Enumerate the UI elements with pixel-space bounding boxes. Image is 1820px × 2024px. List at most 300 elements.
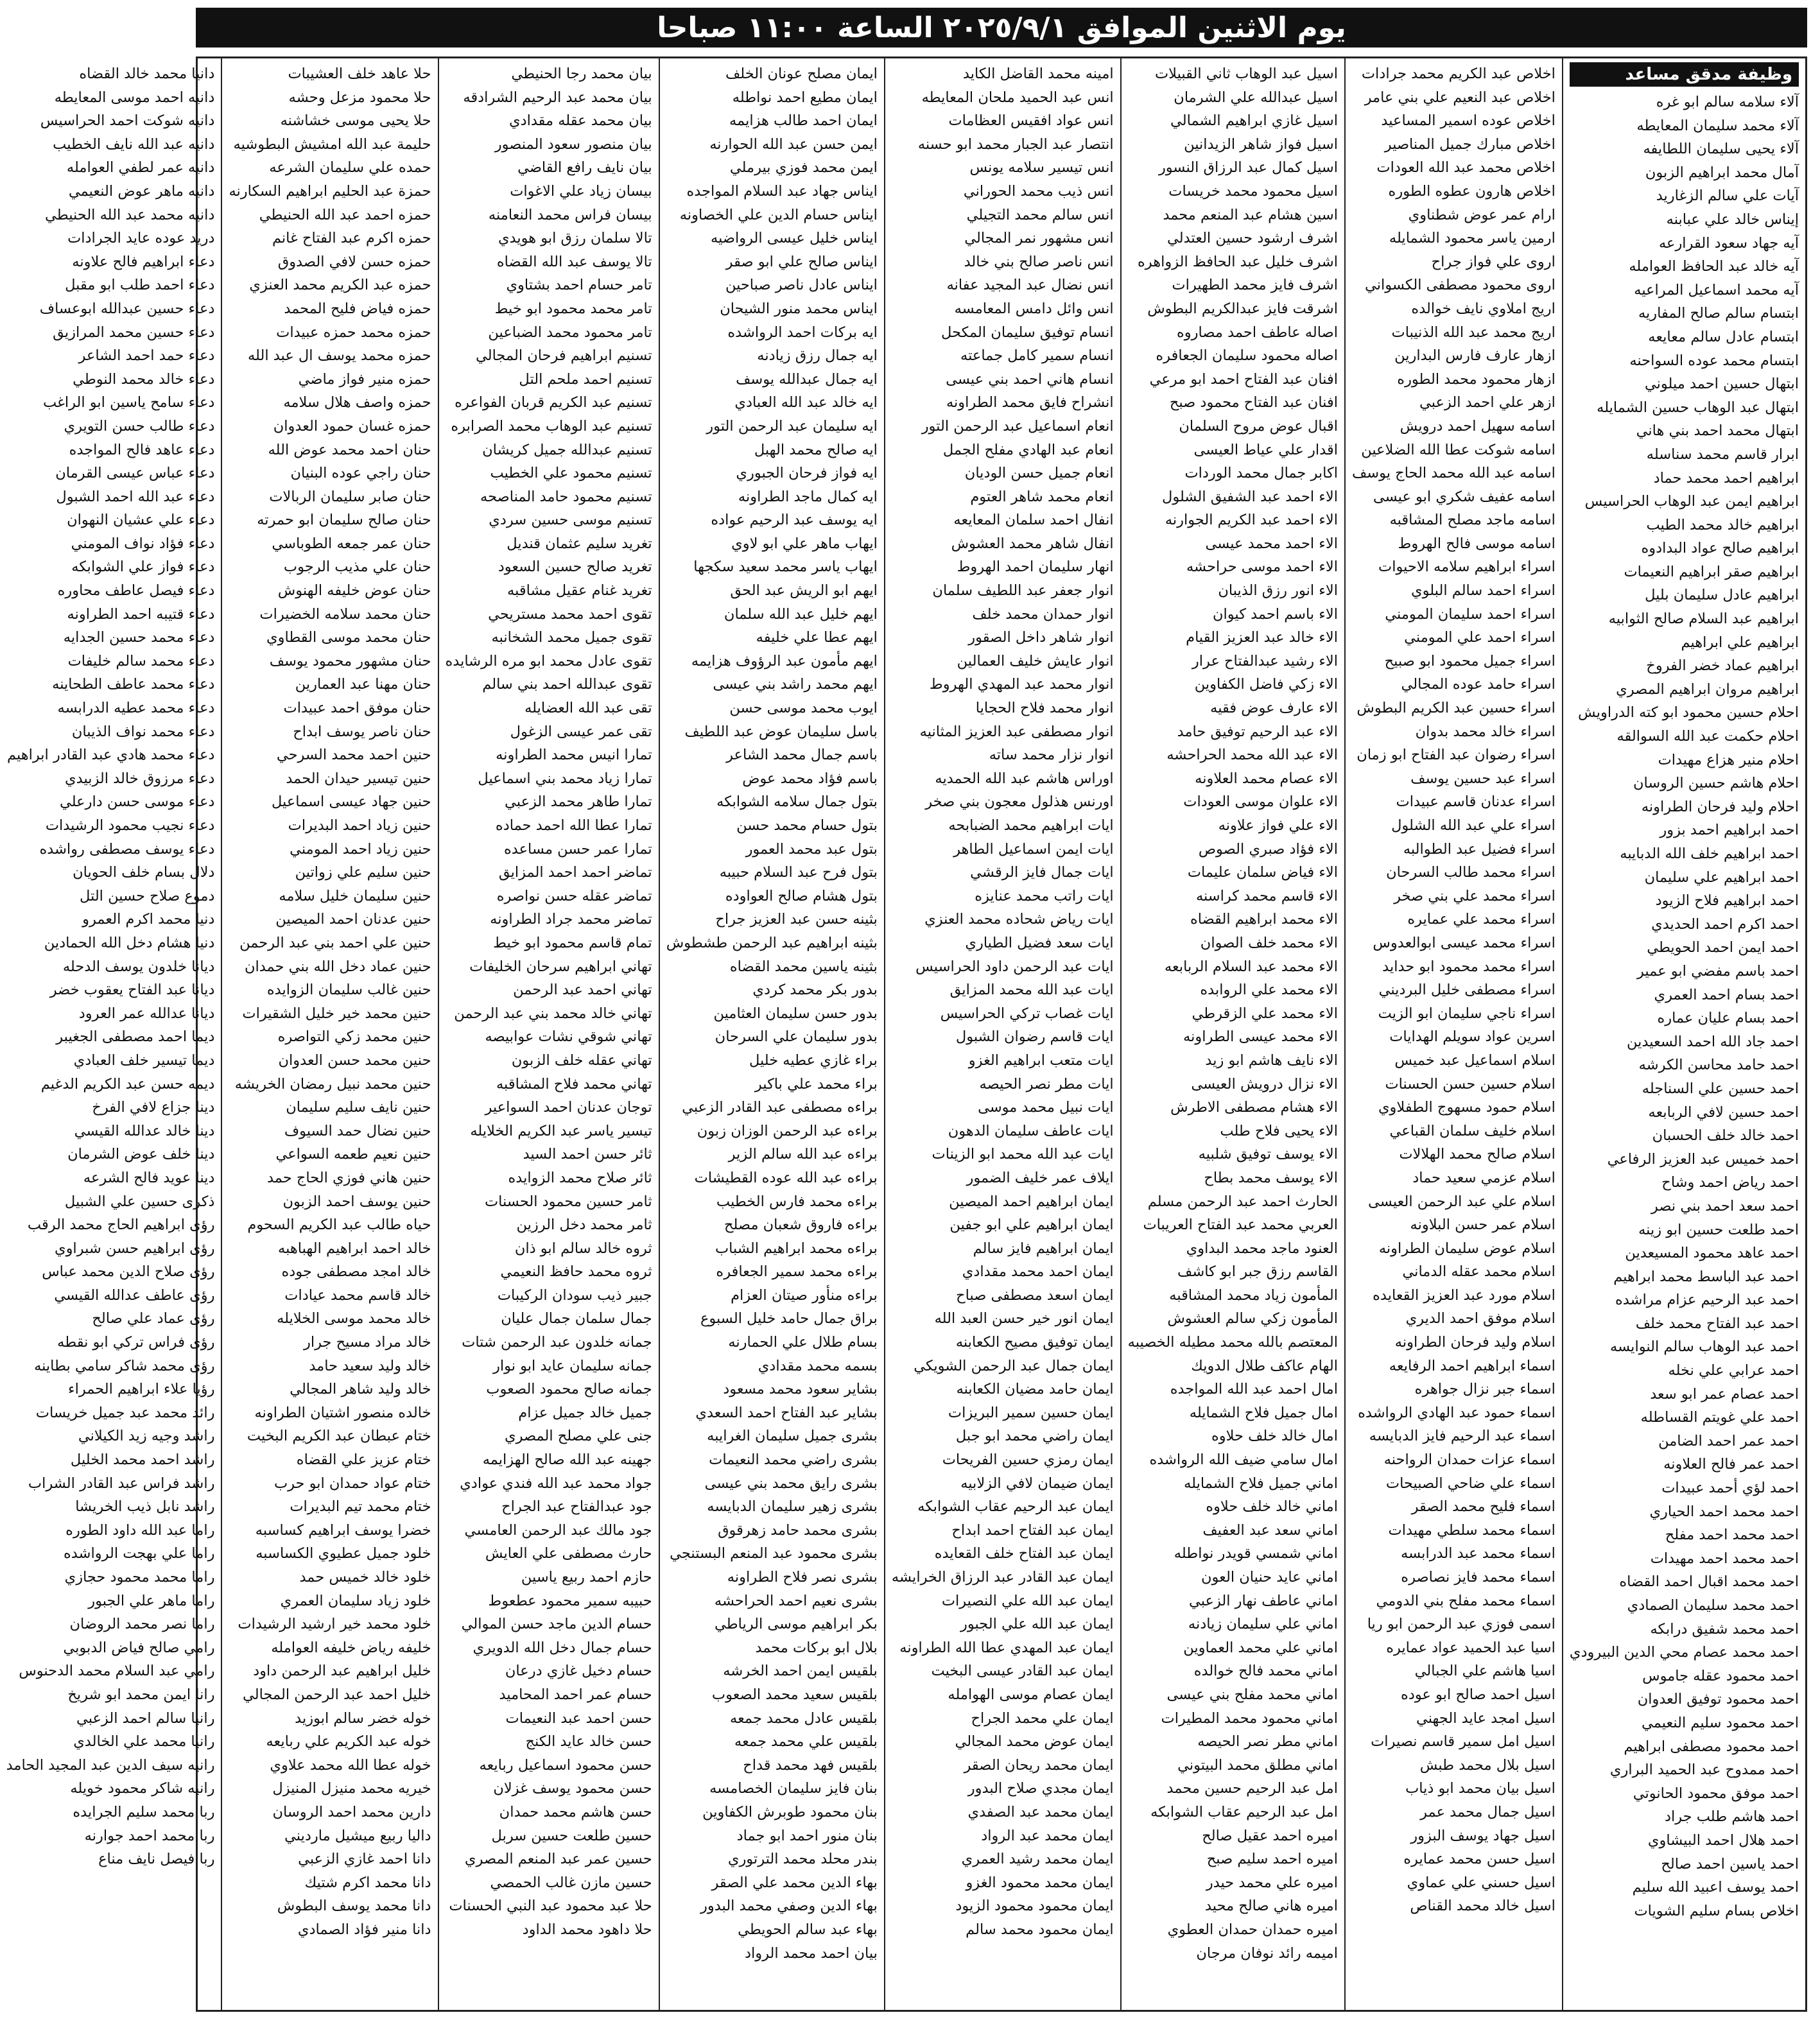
names-column bbox=[659, 58, 884, 2010]
list-item: دعاء عاهد فالح المواجده bbox=[69, 441, 215, 458]
list-item: ايمان احمد محمد مقدادي bbox=[962, 1263, 1114, 1281]
list-item: اسماء عبد الرحيم فايز الدبايسه bbox=[1369, 1428, 1556, 1445]
list-item: الحارث احمد عبد الرحمن مسلم bbox=[1147, 1193, 1338, 1210]
list-item: بشرى نصر فلاح الطراونه bbox=[727, 1569, 878, 1586]
list-item: اسيل كمال عبد الرزاق النسور bbox=[1158, 159, 1338, 177]
list-item: اسامه عبد الله محمد الحاج يوسف bbox=[1351, 465, 1556, 482]
list-item: بكر ابراهيم موسى الرياطي bbox=[714, 1616, 878, 1633]
list-item: دعاء محمد عطيه الدرابسه bbox=[57, 700, 215, 717]
list-item: رانيا محمد علي الخالدي bbox=[73, 1733, 215, 1751]
list-item: المعتصم بالله محمد مطيله الخصيبه bbox=[1127, 1334, 1338, 1351]
list-item: بتول عبد محمد العمور bbox=[745, 840, 878, 858]
list-item: احمد بسام عليان عماره bbox=[1657, 1010, 1799, 1027]
list-item: تسنيم احمد ملحم التل bbox=[519, 370, 652, 388]
list-item: ابراهيم عماد خضر الفروخ bbox=[1646, 657, 1799, 675]
list-item: آيات علي سالم الزغاريد bbox=[1656, 187, 1799, 205]
list-item: حسين عمر عبد المنعم المصري bbox=[464, 1851, 652, 1868]
list-item: دانا منير فؤاد الصمادي bbox=[297, 1921, 431, 1938]
list-item: بلقيس سعيد محمد الصعوب bbox=[711, 1686, 878, 1703]
list-item: الاء يوسف محمد بطاح bbox=[1204, 1169, 1338, 1186]
list-item: اسراء محمد عيسى ابوالعدوس bbox=[1373, 934, 1556, 951]
list-item: اصاله محمود سليمان الجعافره bbox=[1156, 347, 1338, 365]
list-item: بدور حسن سليمان العثامين bbox=[713, 1005, 878, 1022]
list-item: ايمان مجدي صلاح البدور bbox=[967, 1780, 1114, 1797]
list-item: بشاير سعود محمد مسعود bbox=[723, 1381, 878, 1398]
list-item: احمد عرابي علي نخله bbox=[1668, 1362, 1799, 1380]
list-item: ثروه محمد حافظ النعيمي bbox=[500, 1263, 652, 1281]
list-item: دعاء فؤاد نواف المومني bbox=[71, 535, 215, 552]
list-item: حازم احمد ربيع ياسين bbox=[521, 1569, 652, 1586]
list-item: احلام هاشم حسين الروسان bbox=[1633, 775, 1799, 792]
list-item: ايمان مطيع احمد نواطله bbox=[732, 89, 878, 106]
list-item: بنان فايز سليمان الخصامسه bbox=[709, 1780, 878, 1797]
list-item: اسماء محمد مفلح بني الدومي bbox=[1376, 1592, 1556, 1609]
list-item: ايمان ابراهيم احمد الميصين bbox=[949, 1193, 1114, 1210]
list-item: انوار عايش خليف العمالين bbox=[957, 652, 1114, 670]
list-item: الاء عصام محمد العلاونه bbox=[1195, 770, 1338, 787]
list-item: العربي محمد عبد الفتاح العريبات bbox=[1143, 1216, 1338, 1234]
list-item: اصاله عاطف احمد مصاروه bbox=[1177, 324, 1338, 341]
list-item: براءه عبد الرحمن الوزان زبون bbox=[697, 1122, 878, 1139]
list-item: حنان صابر سليمان الربالات bbox=[269, 488, 431, 505]
list-item: اسامه موسى فالح الهروط bbox=[1398, 535, 1556, 552]
list-item: احمد حسين علي السناجله bbox=[1642, 1080, 1799, 1097]
list-item: اسرين عواد سويلم الهدايات bbox=[1389, 1028, 1556, 1046]
list-item: اماني عاطف نهار الزعبي bbox=[1189, 1592, 1338, 1609]
list-item: اسلام محمد عقله الدماني bbox=[1402, 1263, 1556, 1281]
list-item: حمزه غسان حمود العدوان bbox=[273, 417, 431, 435]
list-item: ايناس حسام الدين علي الخصاونه bbox=[679, 206, 878, 223]
list-item: بلقيس فهد محمد قداح bbox=[743, 1756, 878, 1774]
list-item: دعاء فواز علي الشوابكه bbox=[71, 558, 215, 576]
list-item: احمد ابراهيم فلاح الزيود bbox=[1655, 892, 1799, 910]
list-item: اسلام صالح محمد الهلالات bbox=[1399, 1146, 1556, 1163]
list-item: بتول هشام صالح العواوده bbox=[725, 887, 878, 904]
list-item: راشد وجيه زيد الكيلاني bbox=[78, 1428, 215, 1445]
list-item: حنان موفق احمد عبيدات bbox=[283, 700, 431, 717]
list-item: اريج محمد عبد الله الذنيبات bbox=[1391, 324, 1556, 341]
list-item: حمزه محمد حمزه عبيدات bbox=[276, 324, 431, 341]
list-item: اخلاص عبد الكريم محمد جرادات bbox=[1361, 65, 1556, 82]
list-item: دعاء نجيب محمود الرشيدات bbox=[45, 817, 215, 834]
list-item: ايمان ابراهيم علي ابو جفين bbox=[949, 1216, 1114, 1234]
list-item: حسام الدين ماجد حسن الموالي bbox=[461, 1616, 652, 1633]
list-item: اسيل بلال محمد طبش bbox=[1419, 1756, 1556, 1774]
list-item: ايات سعد فضيل الطياري bbox=[965, 934, 1114, 951]
list-item: انس سالم محمد التجيلي bbox=[966, 206, 1114, 223]
list-item: راما عبد الله داود الطوره bbox=[65, 1521, 215, 1539]
list-item: احمد محمد سليمان الصمادي bbox=[1627, 1597, 1799, 1614]
list-item: آلاء يحيى سليمان اللطايفه bbox=[1643, 141, 1799, 158]
list-item: انوار جعفر عبد اللطيف سلمان bbox=[932, 582, 1114, 600]
list-item: ايمان عبد القادر عيسى البخيت bbox=[931, 1663, 1114, 1680]
list-item: رامي صالح فياض الدبوبي bbox=[63, 1639, 215, 1656]
list-item: رؤى ابراهيم الحاج محمد الرقب bbox=[27, 1216, 215, 1234]
list-item: حسن محمود يوسف غزلان bbox=[493, 1780, 652, 1797]
list-item: احمد بسام احمد العمري bbox=[1654, 986, 1799, 1003]
list-item: ختام محمد تيم البديرات bbox=[290, 1498, 431, 1516]
list-item: حمزه محمد يوسف ال عبد الله bbox=[247, 347, 431, 365]
list-item: ايمان توفيق مصيح الكعابنه bbox=[955, 1334, 1114, 1351]
list-item: تامر محمد محمود ابو خيط bbox=[494, 300, 652, 317]
list-item: حنان محمد سلامه الخضيرات bbox=[259, 605, 431, 623]
list-item: اسلام علي عبد الرحمن العيسى bbox=[1368, 1193, 1556, 1210]
list-item: احمد حامد محاسن الكرشه bbox=[1638, 1057, 1799, 1074]
list-item: احمد طلعت حسين ابو زينه bbox=[1638, 1221, 1799, 1238]
names-column bbox=[884, 58, 1120, 2010]
list-item: احلام منير هزاع مهيدات bbox=[1658, 751, 1799, 768]
list-item: انسام سمير كامل جماعته bbox=[960, 347, 1114, 365]
list-item: خوله عبد الكريم علي ربايعه bbox=[266, 1733, 431, 1751]
list-item: ابتسام محمد عوده السواحنه bbox=[1629, 352, 1799, 369]
list-item: براءه فاروق شعبان مصلح bbox=[724, 1216, 878, 1234]
list-item: خالد محمد موسى الخلايله bbox=[277, 1310, 431, 1328]
list-item: براءه منأور صيتان العزام bbox=[731, 1286, 878, 1304]
list-item: احمد عمر احمد الضامن bbox=[1658, 1432, 1799, 1449]
list-item: رانا ايمن محمد ابو شريخ bbox=[67, 1686, 215, 1703]
list-item: اسيل امجد عايد الجهني bbox=[1416, 1709, 1556, 1727]
list-item: اخلاص عبد النعيم علي بني عامر bbox=[1364, 89, 1556, 106]
list-item: ابتهال محمد احمد بني هاني bbox=[1636, 422, 1799, 440]
list-item: دعاء حسين عبدالله ابوعساف bbox=[39, 300, 215, 317]
list-item: ايهم محمد راشد بني عيسى bbox=[713, 676, 878, 693]
list-item: اميره احمد سليم صبح bbox=[1206, 1851, 1338, 1868]
list-item: اسماء جبر نزال جواهره bbox=[1414, 1381, 1556, 1398]
list-item: امال سامي ضيف الله الرواشده bbox=[1149, 1451, 1338, 1469]
list-item: حسين مازن غالب الحمصي bbox=[490, 1874, 652, 1891]
list-item: دعاء عبد الله احمد الشبول bbox=[56, 488, 215, 505]
list-item: ايمان محمد محمود الغزو bbox=[966, 1874, 1114, 1891]
list-item: اسماء علي ضاحي الصبيحات bbox=[1385, 1475, 1556, 1492]
list-item: آيه جهاد سعود القرارعه bbox=[1658, 234, 1799, 252]
list-item: ديمه حسن عبد الكريم الدغيم bbox=[40, 1075, 215, 1093]
list-item: امال احمد عبد الله المواجده bbox=[1170, 1381, 1338, 1398]
list-item: اسيا هاشم علي الجبالي bbox=[1414, 1663, 1556, 1680]
list-item: الاء عبد الله محمد الحراحشه bbox=[1166, 747, 1338, 764]
list-item: رؤيا علاء ابراهيم الحمراء bbox=[68, 1381, 215, 1398]
list-item: انس مشهور نمر المجالي bbox=[964, 230, 1114, 247]
list-item: اسراء مصطفى خليل البرديني bbox=[1378, 982, 1556, 999]
list-item: ختام عزيز علي القضاه bbox=[296, 1451, 431, 1469]
list-item: دعاء احمد طلب ابو مقبل bbox=[65, 277, 215, 294]
list-item: ايه فواز فرحان الجبوري bbox=[736, 465, 878, 482]
list-item: دانيه عمر لطفي العوامله bbox=[66, 159, 215, 177]
list-item: اسلام وليد فرحان الطراونه bbox=[1394, 1334, 1556, 1351]
list-item: اماني عايد حنيان العون bbox=[1201, 1569, 1338, 1586]
list-item: جود مالك عبد الرحمن العامسي bbox=[464, 1521, 652, 1539]
list-item: ايهم عطا علي خليفه bbox=[756, 629, 878, 646]
list-item: رؤى صلاح الدين محمد عباس bbox=[42, 1263, 215, 1281]
list-item: خضرا يوسف ابراهيم كساسبه bbox=[255, 1521, 431, 1539]
list-item: اسيل عبدالله علي الشرمان bbox=[1174, 89, 1338, 106]
list-item: ايمان عبد المهدي عطا الله الطراونه bbox=[899, 1639, 1114, 1656]
list-item: اسراء رضوان عبد الفتاح ابو زمان bbox=[1356, 747, 1556, 764]
list-item: جمانه سليمان عايد ابو نوار bbox=[493, 1357, 652, 1374]
list-item: اسلام موفق احمد الديري bbox=[1405, 1310, 1556, 1328]
list-item: الاء علي فواز علاونه bbox=[1218, 817, 1338, 834]
list-item: اسيا عبد الحميد عواد عمايره bbox=[1386, 1639, 1556, 1656]
list-item: ايه كمال ماجد الطراونه bbox=[738, 488, 878, 505]
names-column bbox=[1562, 58, 1805, 2010]
list-item: بشرى محمود عبد المنعم البستنجي bbox=[670, 1545, 878, 1562]
list-item: احمد اكرم احمد الحديدي bbox=[1651, 915, 1799, 933]
list-item: ثروه خالد سالم ابو ذان bbox=[514, 1240, 652, 1257]
list-item: اماني محمد مفلح بني عيسى bbox=[1166, 1686, 1338, 1703]
list-item: اسيل حسن محمد عمايره bbox=[1403, 1851, 1556, 1868]
list-item: راما ماهر علي الجبور bbox=[88, 1592, 215, 1609]
list-item: اورنس هذلول معجون بني صخر bbox=[925, 793, 1114, 811]
list-item: ايه جمال رزق زيادنه bbox=[757, 347, 878, 365]
list-item: ايمان عبد القادر عبد الرزاق الخرايشه bbox=[891, 1569, 1114, 1586]
list-item: اروى علي فواز جراح bbox=[1431, 253, 1556, 270]
list-item: اسراء محمد علي بني صخر bbox=[1394, 887, 1556, 904]
list-item: حنان احمد محمد عوض الله bbox=[268, 441, 431, 458]
list-item: الاء هشام مصطفى الاطرش bbox=[1170, 1099, 1338, 1116]
list-item: انشراح فايق محمد الطراونه bbox=[946, 394, 1114, 411]
list-item: حمزه منير فواز ماضي bbox=[298, 370, 431, 388]
list-item: دانيه شوكت احمد الحراسيس bbox=[40, 112, 215, 130]
list-item: خالد قاسم محمد عيادات bbox=[284, 1286, 431, 1304]
list-item: تهاني شوقي نشات عوابيصه bbox=[485, 1028, 652, 1046]
list-item: ايات غصاب تركي الحراسيس bbox=[940, 1005, 1114, 1022]
list-item: تسنيم محمود حامد المناصحه bbox=[480, 488, 652, 505]
list-item: ايناس جهاد عبد السلام المواجده bbox=[686, 182, 878, 200]
list-item: اسيل بيان محمد ابو ذياب bbox=[1405, 1780, 1556, 1797]
list-item: حنين محمد زكي التواصره bbox=[277, 1028, 431, 1046]
list-item: احمد موفق محمود الحانوتي bbox=[1633, 1785, 1799, 1802]
list-item: راما محمد محمود حجازي bbox=[64, 1569, 215, 1586]
list-item: احلام وليد فرحان الطراونه bbox=[1641, 798, 1799, 815]
list-item: انوار مصطفى عبد العزيز المثانيه bbox=[919, 723, 1114, 740]
list-item: حنين نعيم طعمه السواعي bbox=[275, 1146, 431, 1163]
list-item: امينه محمد القاضل الكايد bbox=[962, 65, 1114, 82]
list-item: دعاء طالب حسن التويري bbox=[64, 417, 215, 435]
list-item: ايات رياض شحاده محمد العنزي bbox=[924, 911, 1114, 928]
list-item: اسراء محمد محمود ابو حدايد bbox=[1382, 958, 1556, 975]
list-item: دانيه احمد موسى المعايطه bbox=[54, 89, 215, 106]
list-item: إيناس خالد علي عبابنه bbox=[1666, 211, 1799, 228]
list-item: احمد عاهد محمود المسيعدين bbox=[1625, 1245, 1799, 1262]
names-column bbox=[0, 58, 221, 2010]
list-item: اسلام حمود مسهوج الطفلاوي bbox=[1378, 1099, 1556, 1116]
list-item: ايمن محمد فوزي بيرملي bbox=[729, 159, 878, 177]
list-item: دنيا هشام دخل الله الحمادين bbox=[44, 934, 215, 951]
list-item: رؤى عاطف عدالله القيسي bbox=[54, 1286, 215, 1304]
list-item: بثينه حسن عبد العزيز جراح bbox=[715, 911, 878, 928]
list-item: حنين هاني فوزي الحاج حمد bbox=[266, 1169, 431, 1186]
list-item: بتول حسام محمد حسن bbox=[736, 817, 878, 834]
list-item: ازهار محمود محمد الطوره bbox=[1397, 370, 1556, 388]
list-item: رانيه سيف الدين عبد المجيد الحامد bbox=[6, 1756, 215, 1774]
list-item: حمزه عبد الكريم محمد العنزي bbox=[249, 277, 431, 294]
list-item: حنان علي مذيب الرجوب bbox=[283, 558, 431, 576]
list-item: براء غازي عطيه خليل bbox=[749, 1051, 878, 1069]
list-item: امل عبد الرحيم عقاب الشوابكه bbox=[1150, 1803, 1338, 1821]
list-item: جود عبدالفتاح عبد الجراح bbox=[501, 1498, 652, 1516]
list-item: اسراء احمد سليمان المومني bbox=[1385, 605, 1556, 623]
list-item: بسام طلال علي الحمارنه bbox=[728, 1334, 878, 1351]
list-item: حنان راجي عوده البنيان bbox=[290, 465, 431, 482]
list-item: الهام عاكف طلال الدويك bbox=[1191, 1357, 1338, 1374]
list-item: اميره حمدان حمدان العطوي bbox=[1167, 1921, 1338, 1938]
list-item: تامر حسام احمد بشتاوي bbox=[506, 277, 652, 294]
list-item: ايلاف عمر خليف الضمور bbox=[966, 1169, 1114, 1186]
list-item: حلا محمود مزعل وحشه bbox=[288, 89, 431, 106]
list-item: اسراء علي عبد الله الشلول bbox=[1391, 817, 1556, 834]
list-item: انس وائل دامس المعامسه bbox=[954, 300, 1114, 317]
list-item: اماني محمود محمد المطيرات bbox=[1161, 1709, 1338, 1727]
list-item: حسن محمود اسماعيل ربايعه bbox=[479, 1756, 652, 1774]
list-item: جمانه خلدون عبد الرحمن شتات bbox=[462, 1334, 652, 1351]
list-item: راشد نابل ذيب الخريشا bbox=[75, 1498, 215, 1516]
list-item: دعاء سامح ياسين ابو الراغب bbox=[43, 394, 215, 411]
list-item: خلود خالد خميس حمد bbox=[299, 1569, 431, 1586]
list-item: حمده علي سليمان الشرعه bbox=[269, 159, 431, 177]
names-column bbox=[221, 58, 437, 2010]
list-item: راشد فراس عبد القادر الشراب bbox=[28, 1475, 215, 1492]
list-item: بلقيس عادل محمد جمعه bbox=[730, 1709, 878, 1727]
list-item: بشرى نعيم احمد الحراحشه bbox=[714, 1592, 878, 1609]
list-item: باسم فؤاد محمد عوض bbox=[742, 770, 878, 787]
list-item: ايمان محمود محمود الزيود bbox=[955, 1898, 1114, 1915]
list-item: ايه سليمان عبد الرحمن التور bbox=[706, 417, 878, 435]
list-item: دعاء خالد محمد النوطي bbox=[73, 370, 215, 388]
list-item: اسيل امل سمير قاسم نصيرات bbox=[1371, 1733, 1556, 1751]
list-item: ايه بركات احمد الرواشده bbox=[727, 324, 878, 341]
list-item: ايمان عبد الفتاح خلف القعايده bbox=[934, 1545, 1114, 1562]
list-item: حنين محمد خير خليل الشقيرات bbox=[242, 1005, 431, 1022]
list-item: بدور بكر محمد كردي bbox=[752, 982, 878, 999]
list-item: اسماء محمد عبد الدرابسه bbox=[1401, 1545, 1556, 1562]
list-item: خلود زياد سليمان العمري bbox=[280, 1592, 431, 1609]
list-item: ايمان عبد الرحيم عقاب الشوابكه bbox=[917, 1498, 1114, 1516]
list-item: انفال شاهر محمد العشوش bbox=[951, 535, 1114, 552]
list-item: اوراس هاشم عبد الله الحمديه bbox=[935, 770, 1114, 787]
list-item: تهاني ابراهيم سرحان الخليفات bbox=[469, 958, 652, 975]
list-item: اماني خالد خلف حلاوه bbox=[1206, 1498, 1338, 1516]
list-item: بثينه ياسين محمد القضاه bbox=[729, 958, 878, 975]
list-item: العنود ماجد محمد البداوي bbox=[1186, 1240, 1338, 1257]
list-item: بيان منصور سعود المنصور bbox=[494, 135, 652, 153]
list-item: حنين عدنان احمد الميصين bbox=[275, 911, 431, 928]
list-item: دينا عويد فالح الشرعه bbox=[83, 1169, 215, 1186]
list-item: تامر محمود محمد الضباعين bbox=[488, 324, 652, 341]
list-item: امال خالد خلف حلاوه bbox=[1211, 1428, 1338, 1445]
list-item: احمد رياض احمد وشاح bbox=[1661, 1174, 1799, 1191]
list-item: اقبال عوض مروح السلمان bbox=[1179, 417, 1338, 435]
list-item: ثائر حسن احمد السيد bbox=[523, 1146, 652, 1163]
list-item: الاء زكي فاضل الكفاوين bbox=[1194, 676, 1338, 693]
list-item: دعاء حسين محمد المرازيق bbox=[53, 324, 215, 341]
list-item: براء محمد علي باكير bbox=[754, 1075, 878, 1093]
list-item: تغريد سليم عثمان قنديل bbox=[507, 535, 652, 552]
list-item: خلود جميل عطيوي الكساسبه bbox=[256, 1545, 431, 1562]
list-item: ايناس صالح علي ابو صقر bbox=[725, 253, 878, 270]
list-item: خالد امجد مصطفى جوده bbox=[281, 1263, 431, 1281]
list-item: بشرى راضي محمد النعيمات bbox=[709, 1451, 878, 1469]
list-item: اسيل جهاد يوسف البزور bbox=[1410, 1827, 1556, 1844]
list-item: جميل خالد جميل عزام bbox=[518, 1404, 652, 1421]
list-item: حسن احمد عبد النعيمات bbox=[505, 1709, 652, 1727]
list-item: اسلام اسماعيل عبد خميس bbox=[1394, 1051, 1556, 1069]
list-item: ارام عمر عوض شطناوي bbox=[1408, 206, 1556, 223]
list-item: انس عبد الحميد ملحان المعايطه bbox=[921, 89, 1114, 106]
list-item: اميره علي محمد حيدر bbox=[1206, 1874, 1338, 1891]
list-item: حلا داهود محمد الداود bbox=[522, 1921, 652, 1938]
list-item: ايات عبد الله محمد المزايق bbox=[949, 982, 1114, 999]
list-item: احمد لؤي أحمد عبيدات bbox=[1661, 1480, 1799, 1497]
list-item: حنين نضال حمد السيوف bbox=[284, 1122, 431, 1139]
list-item: اسماء عزات حمدان الرواحنه bbox=[1383, 1451, 1556, 1469]
list-item: انسام هاني احمد بني عيسى bbox=[946, 370, 1114, 388]
list-item: بشرى رايق محمد بني عيسى bbox=[704, 1475, 878, 1492]
list-item: خالد وليد سعيد حامد bbox=[309, 1357, 431, 1374]
list-item: تالا يوسف عبد الله القضاه bbox=[496, 253, 652, 270]
list-item: خالد وليد شاهر المجالي bbox=[290, 1381, 431, 1398]
list-item: الاء فؤاد صبري الصوص bbox=[1198, 840, 1338, 858]
list-item: اسامه ماجد مصلح المشاقبه bbox=[1389, 512, 1556, 529]
list-item: اسراء عدنان قاسم عبيدات bbox=[1396, 793, 1556, 811]
list-item: احلام حكمت عبد الله السوالقه bbox=[1616, 728, 1799, 745]
list-item: احمد عبد الوهاب سالم النوايسه bbox=[1610, 1338, 1799, 1356]
list-item: حسام عمر احمد المحاميد bbox=[499, 1686, 652, 1703]
list-item: دعاء محمد عاطف الطحاينه bbox=[52, 676, 215, 693]
list-item: ايمان حامد مضيان الكعابنه bbox=[956, 1381, 1114, 1398]
list-item: اسراء فضيل عبد الطوالبه bbox=[1403, 840, 1556, 858]
list-item: تيسير ياسر عبد الكريم الخلايله bbox=[470, 1122, 652, 1139]
list-item: حنان مشهور محمود يوسف bbox=[269, 652, 431, 670]
list-item: حنين زياد احمد البديرات bbox=[288, 817, 431, 834]
list-item: ايه جمال عبدالله يوسف bbox=[736, 370, 878, 388]
list-item: تغريد غنام عقيل مشاقبه bbox=[507, 582, 652, 600]
list-item: براءه عبد الله سالم الزير bbox=[728, 1146, 878, 1163]
list-item: الاء احمد عبد الكريم الجوارنه bbox=[1165, 512, 1338, 529]
list-item: ابراهيم احمد محمد حماد bbox=[1653, 469, 1799, 487]
list-item: احمد محمد احمد مفلح bbox=[1665, 1527, 1799, 1544]
list-item: ايات مطر نصر الحيصه bbox=[979, 1075, 1114, 1093]
list-item: دانيه عبد الله نايف الخطيب bbox=[53, 135, 215, 153]
list-item: داليا ربيع ميشيل مارديني bbox=[284, 1827, 431, 1844]
list-item: ذكرى حسين علي الشبيل bbox=[64, 1193, 215, 1210]
list-item: حنين زياد احمد المومني bbox=[290, 840, 431, 858]
list-item: دعاء محمد حسين الجدايه bbox=[63, 629, 215, 646]
list-item: براءه مصطفى عبد القادر الزعبي bbox=[682, 1099, 878, 1116]
list-item: الاء محمد عبد السلام الربابعه bbox=[1164, 958, 1338, 975]
list-item: حنان مهنا عبد العمارين bbox=[295, 676, 431, 693]
list-item: رانيه شاكر محمود خويله bbox=[70, 1780, 215, 1797]
list-item: احمد محمود سليم النعيمي bbox=[1641, 1714, 1799, 1731]
list-item: الاء عارف عوض فقيه bbox=[1210, 700, 1338, 717]
list-item: اسلام عوض سليمان الطراونه bbox=[1378, 1240, 1556, 1257]
list-item: اروى محمود مصطفى الكسواني bbox=[1364, 277, 1556, 294]
list-item: امال جميل فلاح الشمايله bbox=[1189, 1404, 1338, 1421]
list-item: احمد محمود عقله جاموس bbox=[1642, 1667, 1799, 1684]
list-item: ايات قاسم رضوان الشبول bbox=[955, 1028, 1114, 1046]
list-item: انوار شاهر داخل الصقور bbox=[968, 629, 1114, 646]
list-item: الاء احمد عبد الشفيق الشلول bbox=[1161, 488, 1338, 505]
list-item: تهاني محمد فلاح المشاقبه bbox=[496, 1075, 652, 1093]
list-item: بتول جمال سلامه الشوابكه bbox=[716, 793, 878, 811]
list-item: حنين يوسف احمد الزبون bbox=[282, 1193, 431, 1210]
list-item: احمد عبد الباسط محمد ابراهيم bbox=[1613, 1268, 1799, 1285]
list-item: احلام حسين محمود ابو كته الدراويش bbox=[1578, 704, 1799, 722]
list-item: ايات متعب ابراهيم الغزو bbox=[968, 1051, 1114, 1069]
list-item: بندر محلد محمد الترتوري bbox=[727, 1851, 878, 1868]
list-item: ابتسام عادل سالم معايعه bbox=[1648, 328, 1799, 345]
list-item: بهاء الدين محمد علي الصقر bbox=[711, 1874, 878, 1891]
list-item: بيان محمد عقله مقدادي bbox=[508, 112, 652, 130]
list-item: بشاير عبد الفتاح احمد السعدي bbox=[695, 1404, 878, 1421]
